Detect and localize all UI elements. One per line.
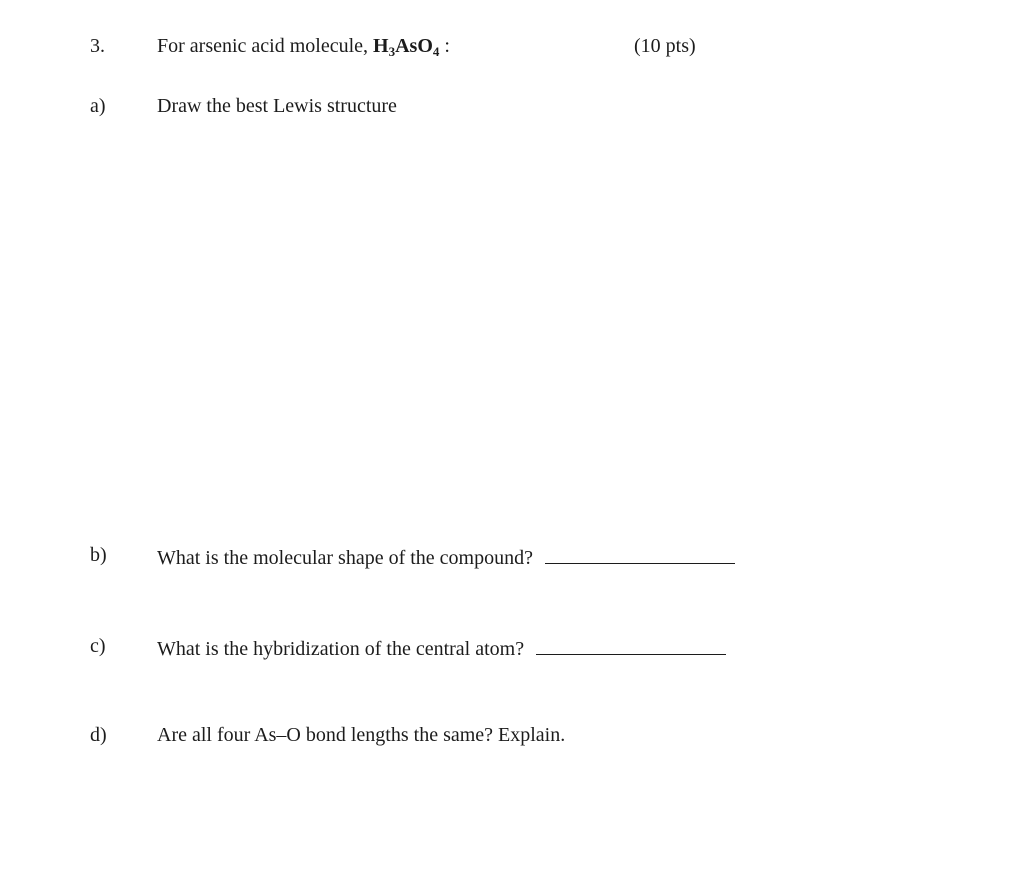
question-text-before-formula: For arsenic acid molecule, <box>157 35 374 57</box>
part-a-label: a) <box>90 95 106 117</box>
part-d-text: Are all four As–O bond lengths the same? Explain. <box>157 724 566 746</box>
formula-aso: AsO <box>395 35 433 57</box>
part-c-text-wrap <box>157 634 726 662</box>
question-text <box>157 34 450 59</box>
part-c-label: c) <box>90 635 106 657</box>
formula-h-subscript: 3 <box>388 44 396 59</box>
part-d-label: d) <box>90 724 107 746</box>
part-b-text-wrap <box>157 543 735 571</box>
chemical-formula <box>373 35 439 57</box>
question-number: 3. <box>90 35 105 57</box>
question-text-after-formula: : <box>439 35 450 57</box>
part-b-answer-blank <box>545 543 735 564</box>
part-a-text: Draw the best Lewis structure <box>157 95 397 117</box>
points-label: (10 pts) <box>634 35 696 57</box>
formula-h: H <box>373 35 389 57</box>
formula-o-subscript: 4 <box>432 44 440 59</box>
part-c-text: What is the hybridization of the central atom? <box>157 638 525 660</box>
part-b-text: What is the molecular shape of the compound? <box>157 547 533 569</box>
part-c-answer-blank <box>536 634 726 655</box>
part-b-label: b) <box>90 544 107 566</box>
